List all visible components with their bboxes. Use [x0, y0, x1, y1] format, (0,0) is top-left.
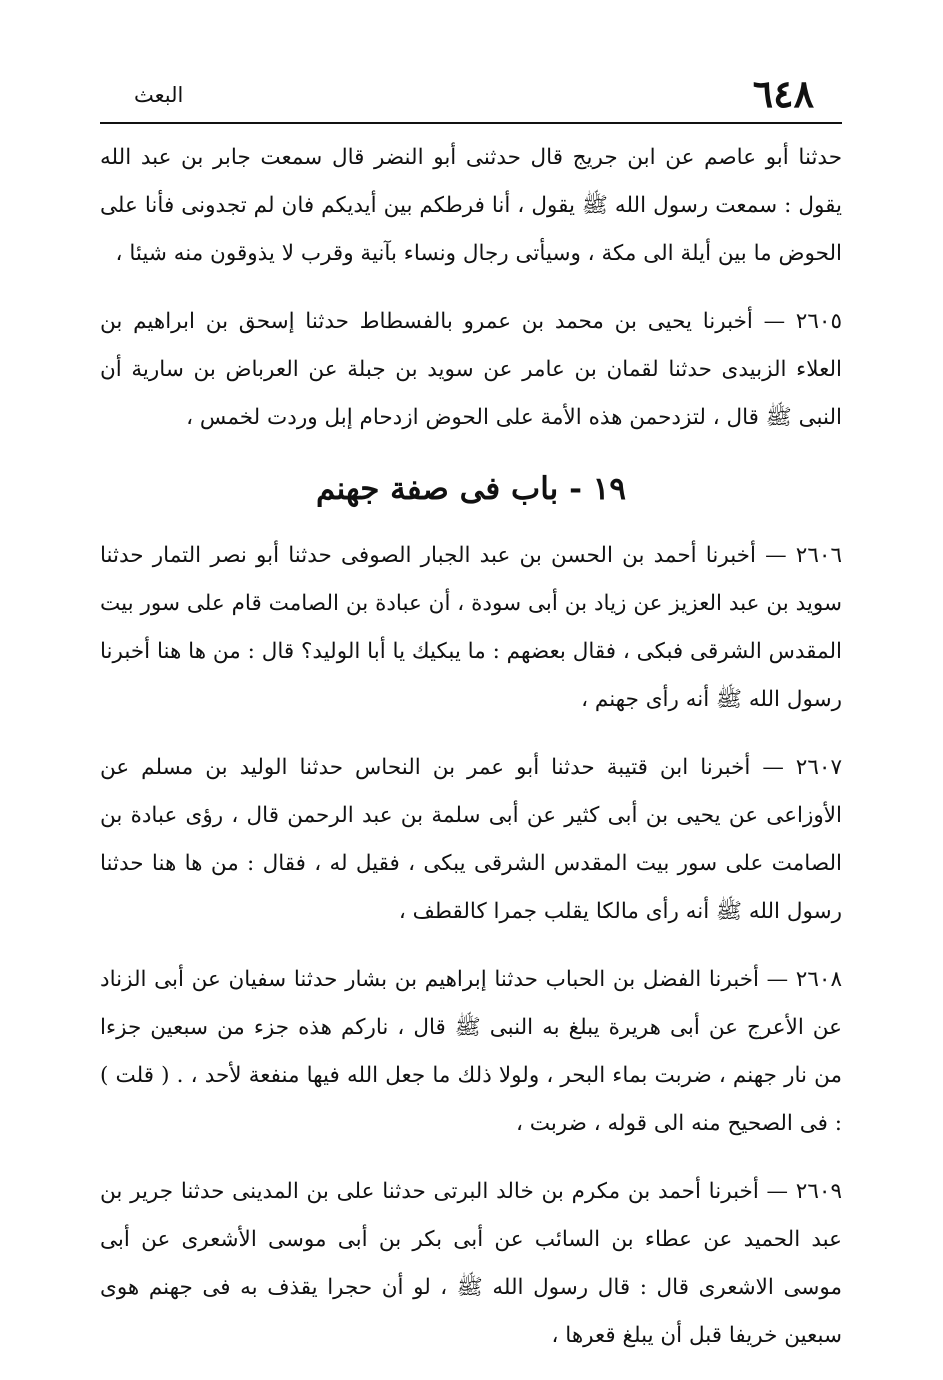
book-page	[100, 70, 842, 1380]
hadith-2607: ٢٦٠٧ — أخبرنا ابن قتيبة حدثنا أبو عمر بن النحاس حدثنا الوليد بن مسلم عن الأوزاعى عن يحيى بن أبى كثير عن أبى سلمة بن عبد الرحمن قال ، رؤى عبادة بن الصامت على سور بيت المقدس الشرقى يبكى ، فقيل له ، فقال : من ها هنا حدثنا رسول الله ﷺ أنه رأى مالكا يقلب جمرا كالقطف ،	[100, 755, 842, 924]
paragraph-continuation: حدثنا أبو عاصم عن ابن جريج قال حدثنى أبو النضر قال سمعت جابر بن عبد الله يقول : سمعت رسول الله ﷺ يقول ، أنا فرطكم بين أيديكم فان لم تجدونى فأنا على الحوض ما بين أيلة الى مكة ، وسيأتى رجال ونساء بآنية وقرب لا يذوقون منه شيئا ،	[100, 145, 842, 266]
page-header	[100, 70, 842, 124]
page-body	[100, 124, 842, 1360]
hadith-2605: ٢٦٠٥ — أخبرنا يحيى بن محمد بن عمرو بالفسطاط حدثنا إسحق بن ابراهيم بن العلاء الزبيدى حدثنا لقمان بن عامر عن سويد بن جبلة عن العرباض بن سارية أن النبى ﷺ قال ، لتزدحمن هذه الأمة على الحوض ازدحام إبل وردت لخمس ،	[100, 309, 842, 430]
page-number: ٦٤٨	[752, 71, 814, 116]
hadith-2609: ٢٦٠٩ — أخبرنا أحمد بن مكرم بن خالد البرتى حدثنا على بن المدينى حدثنا جرير بن عبد الحميد عن عطاء بن السائب عن أبى بكر بن أبى موسى الأشعرى عن أبى موسى الاشعرى قال : قال رسول الله ﷺ ، لو أن حجرا يقذف به فى جهنم هوى سبعين خريفا قبل أن يبلغ قعرها ،	[100, 1179, 842, 1348]
hadith-2606: ٢٦٠٦ — أخبرنا أحمد بن الحسن بن عبد الجبار الصوفى حدثنا أبو نصر التمار حدثنا سويد بن عبد العزيز عن زياد بن أبى سودة ، أن عبادة بن الصامت قام على سور بيت المقدس الشرقى فبكى ، فقال بعضهم : ما يبكيك يا أبا الوليد؟ قال : من ها هنا أخبرنا رسول الله ﷺ أنه رأى جهنم ،	[99, 543, 842, 712]
running-title: البعث	[134, 83, 184, 107]
chapter-heading: ١٩ - باب فى صفة جهنم	[315, 471, 627, 507]
hadith-2608: ٢٦٠٨ — أخبرنا الفضل بن الحباب حدثنا إبراهيم بن بشار حدثنا سفيان عن أبى الزناد عن الأعرج عن أبى هريرة يبلغ به النبى ﷺ قال ، ناركم هذه جزء من سبعين جزءا من نار جهنم ، ضربت بماء البحر ، ولولا ذلك ما جعل الله فيها منفعة لأحد ، . ( قلت ) : فى الصحيح منه الى قوله ، ضربت ،	[100, 967, 842, 1136]
